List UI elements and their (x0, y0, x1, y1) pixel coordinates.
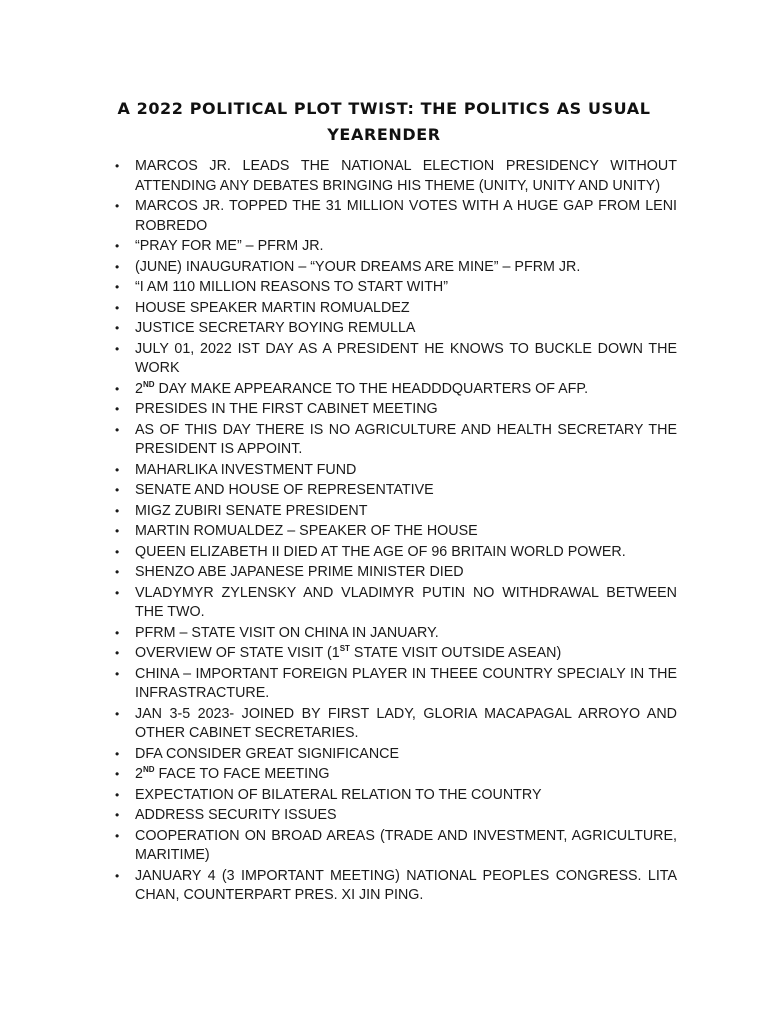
list-item-text (135, 706, 677, 742)
list-item (115, 665, 677, 704)
list-item-text (135, 523, 478, 539)
bullet-icon: • (115, 381, 120, 396)
list-item-text (135, 320, 415, 336)
list-item (115, 584, 677, 623)
list-item (115, 157, 677, 196)
list-item-text-body: VLADYMYR ZYLENSKY AND VLADIMYR PUTIN NO WITHDRAWAL BETWEEN THE TWO. (135, 584, 677, 621)
bullet-icon: • (115, 787, 120, 802)
list-item-text-body: QUEEN ELIZABETH II DIED AT THE AGE OF 96 BRITAIN WORLD POWER. (135, 543, 626, 560)
ordinal-superscript: ND (142, 765, 155, 775)
list-item-text (135, 158, 677, 194)
list-item (115, 563, 677, 583)
bullet-icon: • (115, 625, 120, 640)
list-item-text-body: FACE TO FACE MEETING (154, 766, 330, 783)
list-item (115, 705, 677, 744)
list-item-text-body: (JUNE) INAUGURATION – “YOUR DREAMS ARE MINE” – PFRM JR. (135, 258, 581, 275)
list-item-text-body: SHENZO ABE JAPANESE PRIME MINISTER DIED (135, 564, 464, 581)
ordinal-superscript: ST (339, 644, 350, 654)
list-item-text-body: MARTIN ROMUALDEZ – SPEAKER OF THE HOUSE (135, 523, 478, 540)
list-item (115, 867, 677, 906)
list-item-text (135, 868, 677, 904)
document-title (96, 96, 672, 148)
list-item-text (135, 341, 677, 377)
bullet-icon: • (115, 544, 120, 559)
list-item-text-body: COOPERATION ON BROAD AREAS (TRADE AND INVESTMENT, AGRICULTURE, MARITIME) (135, 827, 677, 864)
list-item-text-body: MARCOS JR. TOPPED THE 31 MILLION VOTES WITH A HUGE GAP FROM LENI ROBREDO (135, 198, 677, 234)
title-line-1: A 2022 POLITICAL PLOT TWIST: THE POLITICS AS USUAL (117, 99, 651, 118)
list-item-text (135, 279, 448, 295)
bullet-icon: • (115, 767, 120, 782)
list-item-text (135, 544, 626, 560)
list-item-text-body: EXPECTATION OF BILATERAL RELATION TO THE COUNTRY (135, 786, 542, 803)
list-item (115, 624, 677, 644)
list-item-text-body: SENATE AND HOUSE OF REPRESENTATIVE (135, 482, 434, 499)
bullet-icon: • (115, 483, 120, 498)
bullet-icon: • (115, 422, 120, 437)
list-item-text (135, 828, 677, 864)
list-item-text (135, 787, 541, 803)
bullet-icon: • (115, 646, 120, 661)
list-item (115, 827, 677, 866)
list-item-text-body: AS OF THIS DAY THERE IS NO AGRICULTURE AND HEALTH SECRETARY THE PRESIDENT IS APPOINT. (135, 421, 677, 458)
list-item (115, 522, 677, 542)
list-item-text-body: CHINA – IMPORTANT FOREIGN PLAYER IN THEEE COUNTRY SPECIALY IN THE INFRASTRACTURE. (135, 665, 677, 702)
bullet-icon: • (115, 341, 120, 356)
list-item-text (135, 807, 337, 823)
bullet-icon: • (115, 746, 120, 761)
list-item-text-body: PRESIDES IN THE FIRST CABINET MEETING (135, 401, 438, 418)
list-item-text-prefix: OVERVIEW OF STATE VISIT (1 (135, 645, 340, 662)
bullet-icon: • (115, 585, 120, 600)
list-item-text (135, 766, 330, 782)
list-item-text-body: JULY 01, 2022 IST DAY AS A PRESIDENT HE KNOWS TO BUCKLE DOWN THE WORK (135, 340, 677, 377)
list-item (115, 237, 677, 257)
list-item (115, 461, 677, 481)
bullet-icon: • (115, 524, 120, 539)
bullet-icon: • (115, 199, 120, 214)
list-item (115, 340, 677, 379)
list-item-text-body: MIGZ ZUBIRI SENATE PRESIDENT (135, 502, 368, 519)
list-item-text (135, 259, 580, 275)
list-item (115, 644, 677, 664)
list-item (115, 319, 677, 339)
list-item-text (135, 564, 464, 580)
bullet-icon: • (115, 159, 120, 173)
list-item-text (135, 625, 439, 641)
list-item (115, 278, 677, 298)
list-item-text (135, 238, 324, 254)
list-item-text-body: “PRAY FOR ME” – PFRM JR. (135, 238, 324, 255)
list-item-text-body: JANUARY 4 (3 IMPORTANT MEETING) NATIONAL PEOPLES CONGRESS. LITA CHAN, COUNTERPART PRES. XI JIN PING. (135, 867, 677, 904)
list-item (115, 502, 677, 522)
list-item (115, 745, 677, 765)
list-item-text (135, 300, 410, 316)
list-item (115, 197, 677, 236)
list-item-text (135, 401, 438, 417)
list-item (115, 380, 677, 400)
list-item (115, 299, 677, 319)
list-item-text (135, 585, 677, 621)
ordinal-superscript: ND (142, 379, 155, 389)
list-item-text-prefix: 2 (135, 380, 143, 397)
bullet-icon: • (115, 402, 120, 417)
bullet-list (115, 157, 677, 907)
list-item (115, 786, 677, 806)
list-item-text-body: JAN 3-5 2023- JOINED BY FIRST LADY, GLORIA MACAPAGAL ARROYO AND OTHER CABINET SECRETARIES. (135, 705, 677, 742)
list-item (115, 400, 677, 420)
bullet-icon: • (115, 280, 120, 295)
bullet-icon: • (115, 565, 120, 580)
list-item (115, 806, 677, 826)
bullet-icon: • (115, 868, 120, 883)
list-item-text (135, 666, 677, 702)
list-item (115, 258, 677, 278)
list-item-text-body: “I AM 110 MILLION REASONS TO START WITH” (135, 279, 449, 296)
bullet-icon: • (115, 828, 120, 843)
bullet-icon: • (115, 300, 120, 315)
list-item-text-prefix: 2 (135, 766, 143, 783)
list-item-text-body: DFA CONSIDER GREAT SIGNIFICANCE (135, 745, 400, 762)
list-item-text-body: JUSTICE SECRETARY BOYING REMULLA (135, 320, 416, 337)
list-item-text-body: ADDRESS SECURITY ISSUES (135, 807, 337, 824)
list-item (115, 421, 677, 460)
bullet-icon: • (115, 808, 120, 823)
list-item-text (135, 503, 367, 519)
list-item (115, 481, 677, 501)
list-item (115, 765, 677, 785)
list-item-text (135, 645, 561, 661)
list-item-text-body: MARCOS JR. LEADS THE NATIONAL ELECTION PRESIDENCY WITHOUT ATTENDING ANY DEBATES BRINGING HIS THEME (UNITY, UNITY AND UNITY) (135, 158, 677, 194)
list-item-text-body: STATE VISIT OUTSIDE ASEAN) (349, 645, 562, 662)
list-item-text-body: PFRM – STATE VISIT ON CHINA IN JANUARY. (135, 624, 439, 641)
bullet-icon: • (115, 666, 120, 681)
list-item-text (135, 422, 677, 458)
list-item-text-body: MAHARLIKA INVESTMENT FUND (135, 461, 357, 478)
bullet-icon: • (115, 706, 120, 721)
bullet-icon: • (115, 259, 120, 274)
list-item-text (135, 198, 677, 234)
bullet-icon: • (115, 239, 120, 254)
list-item-text-body: DAY MAKE APPEARANCE TO THE HEADDDQUARTERS OF AFP. (154, 380, 589, 397)
list-item-text (135, 381, 588, 397)
bullet-icon: • (115, 462, 120, 477)
bullet-icon: • (115, 321, 120, 336)
list-item-text (135, 462, 356, 478)
bullet-icon: • (115, 503, 120, 518)
title-line-2: YEARENDER (327, 125, 441, 144)
list-item-text (135, 746, 399, 762)
list-item-text-body: HOUSE SPEAKER MARTIN ROMUALDEZ (135, 299, 410, 316)
list-item-text (135, 482, 434, 498)
list-item (115, 543, 677, 563)
